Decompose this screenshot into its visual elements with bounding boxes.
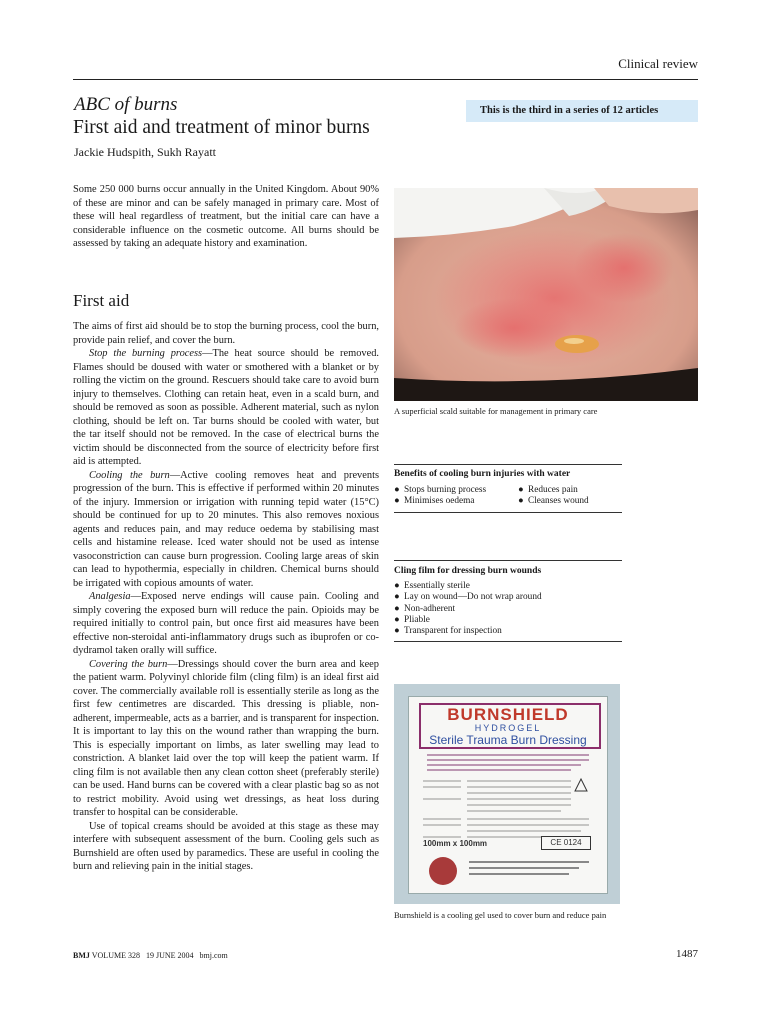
body-paragraph: The aims of first aid should be to stop the burning process, cool the burn, provide pain relief, and cover the burn. [73, 321, 379, 346]
pack-fine-print [469, 867, 579, 869]
authors: Jackie Hudspith, Sukh Rayatt [74, 145, 216, 159]
box-rule [394, 512, 622, 513]
ce-mark: CE 0124 [541, 836, 591, 850]
pack-fine-print [469, 861, 589, 863]
list-item: ● Lay on wound—Do not wrap around [394, 592, 542, 603]
run-in-heading: Cooling the burn [89, 469, 170, 481]
series-title: ABC of burns [74, 94, 178, 115]
body-paragraph: Covering the burn—Dressings should cover the burn area and keep the patient warm. Polyvinyl chloride film (cling film) is an ideal first aid cover. The commercially available roll is essentially sterile as long as the first few centimetres are discarded. This dressing is pliable, non-adherent, impermeable, acts as a barrier, and is transparent for inspection. It is important to lay this on the wound rather than wrapping the burn. This is especially important on limbs, as later swelling may lead to constriction. A blanket laid over the top will keep the patient warm. If cling film is not available then any clean cotton sheet (preferably sterile) can be used. Hand burns can be covered with a clear plastic bag so as not to restrict mobility. Avoid using wet dressings, as heat loss during transfer to hospital can be considerable. [73, 658, 379, 818]
pack-subbrand: HYDROGEL [474, 723, 542, 733]
header-rule [73, 79, 698, 80]
scald-photo [394, 188, 698, 401]
pack-printed-text [421, 751, 595, 869]
box-title: Cling film for dressing burn wounds [394, 566, 542, 576]
series-callout: This is the third in a series of 12 articles [466, 100, 698, 122]
pack-label [408, 696, 608, 894]
body-paragraph: Stop the burning process—The heat source should be removed. Flames should be doused with water or smothered with a blanket or by rolling the victim on the ground. Rescuers should take care to avoid burn injury to themselves. Clothing can retain heat, even in a scald burn, and should be removed as soon as possible. Adherent material, such as nylon clothing, should be left on. Tar burns should be cooled with water, but the tar itself should not be removed. In the case of electrical burns the victim should be disconnected from the source of electricity before first aid is attempted. [73, 348, 379, 467]
run-in-heading: Analgesia [89, 591, 131, 602]
figure-caption: A superficial scald suitable for management in primary care [394, 406, 598, 416]
list-item: ● Non-adherent [394, 603, 456, 614]
list-item: ● Minimises oedema [394, 496, 475, 507]
list-item: ● Transparent for inspection [394, 626, 502, 637]
run-in-heading: Covering the burn [89, 658, 168, 670]
bullet-list [394, 485, 514, 508]
section-label: Clinical review [618, 56, 698, 71]
body-paragraph: Cooling the burn—Active cooling removes heat and prevents progression of the burn. This is effective if performed within 20 minutes of the injury. Immersion or irrigation with running tepid water (15°C) should be continued for up to 20 minutes. This also removes noxious agents and reduces pain, and may reduce oedema by stabilising mast cells and histamine release. Iced water should not be used as intense vasoconstriction can cause burn progression. Cooling large areas of skin can lead to hypothermia, especially in children. Chemical burns should be irrigated with copious amounts of water. [73, 469, 379, 589]
box-title: Benefits of cooling burn injuries with water [394, 469, 571, 479]
list-item: ● Essentially sterile [394, 581, 470, 591]
intro-paragraph: Some 250 000 burns occur annually in the United Kingdom. About 90% of these are minor and can be safely managed in primary care. Most of these will heal regardless of treatment, but the initial care can have a considerable influence on the cosmetic outcome. All burns should be assessed by taking an adequate history and examination. [73, 184, 379, 249]
body-column [73, 320, 379, 874]
pack-fine-print [469, 873, 569, 875]
journal-site: bmj.com [199, 951, 228, 960]
pack-size: 100mm x 100mm [423, 839, 488, 848]
intro-column [73, 183, 379, 251]
figure-caption: Burnshield is a cooling gel used to cover burn and reduce pain [394, 910, 607, 920]
box-rule [394, 560, 622, 561]
run-in-heading: Stop the burning process [89, 348, 203, 359]
pack-product: Sterile Trauma Burn Dressing [429, 733, 587, 747]
journal-volume: VOLUME 328 [91, 951, 140, 960]
bullet-list [518, 485, 622, 508]
list-item: ● Reduces pain [518, 485, 578, 495]
logo-icon [429, 857, 457, 885]
section-heading-first-aid: First aid [73, 291, 130, 310]
issue-date: 19 JUNE 2004 [145, 951, 194, 960]
bullet-list [394, 581, 622, 637]
article-title: First aid and treatment of minor burns [73, 117, 370, 138]
box-rule [394, 464, 622, 465]
footer [73, 951, 228, 960]
box-rule [394, 641, 622, 642]
list-item: ● Cleanses wound [518, 496, 589, 507]
pack-brand: BURNSHIELD [447, 705, 569, 724]
list-item: ● Stops burning process [394, 485, 487, 495]
journal-name: BMJ [73, 951, 90, 960]
body-paragraph: Analgesia—Exposed nerve endings will cause pain. Cooling and simply covering the exposed burn will reduce the pain. Opioids may be required initially to control pain, but once first aid measures have been effective non-steroidal anti-inflammatory drugs such as ibuprofen or co-dydramol taken orally will suffice. [73, 591, 379, 656]
body-paragraph: Use of topical creams should be avoided at this stage as these may interfere with subsequent assessment of the burn. Cooling gels such as Burnshield are often used by paramedics. These are useful in cooling the burn and relieving pain in the initial stages. [73, 820, 379, 872]
burnshield-pack-photo [394, 684, 620, 904]
list-item: ● Pliable [394, 614, 430, 625]
page-number: 1487 [676, 948, 698, 960]
